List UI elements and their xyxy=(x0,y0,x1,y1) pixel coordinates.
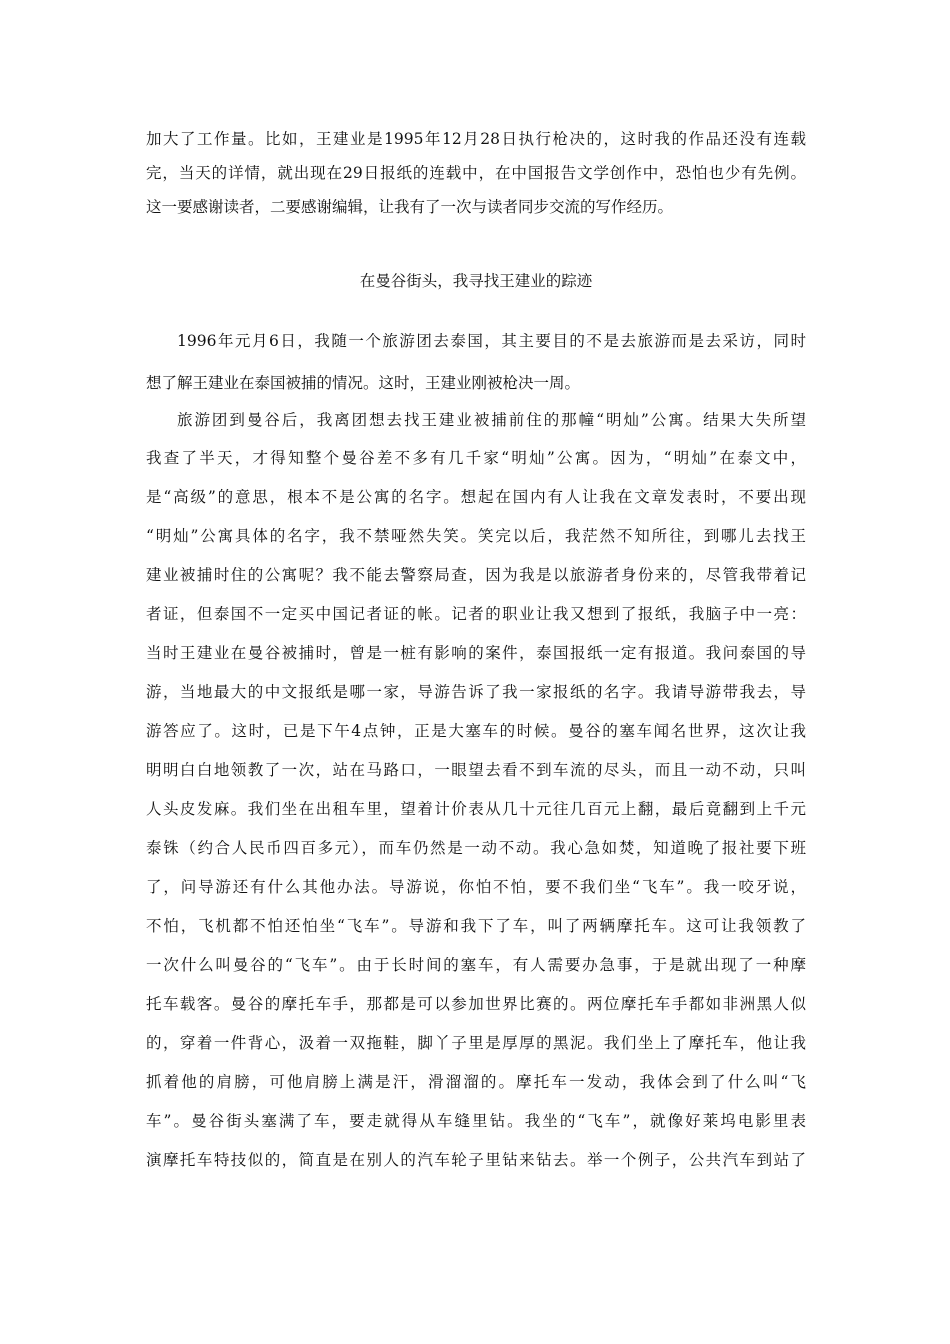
paragraph-2-line-17: 的，穿着一件背心，汲着一双拖鞋，脚丫子里是厚厚的黑泥。我们坐上了摩托车，他让我 xyxy=(146,1034,806,1052)
paragraph-1-line-2: 想了解王建业在泰国被捕的情况。这时，王建业刚被枪决一周。 xyxy=(146,374,581,392)
paragraph-2-line-14: 不怕，飞机都不怕还怕坐“飞车”。导游和我下了车，叫了两辆摩托车。这可让我领教了 xyxy=(146,917,806,935)
paragraph-2-line-4: “明灿”公寓具体的名字，我不禁哑然失笑。笑完以后，我茫然不知所往，到哪儿去找王 xyxy=(146,527,806,545)
paragraph-2-line-10: 明明白白地领教了一次，站在马路口，一眼望去看不到车流的尽头，而且一动不动，只叫 xyxy=(146,761,806,779)
paragraph-2-line-20: 演摩托车特技似的，简直是在别人的汽车轮子里钻来钻去。举一个例子，公共汽车到站了 xyxy=(146,1151,806,1169)
intro-line-2: 完，当天的详情，就出现在29日报纸的连载中，在中国报告文学创作中，恐怕也少有先例。 xyxy=(146,164,806,182)
paragraph-2-line-19: 车”。曼谷街头塞满了车，要走就得从车缝里钻。我坐的“飞车”，就像好莱坞电影里表 xyxy=(146,1112,806,1130)
paragraph-2-line-15: 一次什么叫曼谷的“飞车”。由于长时间的塞车，有人需要办急事，于是就出现了一种摩 xyxy=(146,956,806,974)
paragraph-2-line-18: 抓着他的肩膀，可他肩膀上满是汗，滑溜溜的。摩托车一发动，我体会到了什么叫“飞 xyxy=(146,1073,806,1091)
paragraph-2-line-1: 旅游团到曼谷后，我离团想去找王建业被捕前住的那幢“明灿”公寓。结果大失所望 xyxy=(177,411,806,429)
paragraph-2-line-16: 托车载客。曼谷的摩托车手，那都是可以参加世界比赛的。两位摩托车手都如非洲黑人似 xyxy=(146,995,806,1013)
paragraph-2-line-8: 游，当地最大的中文报纸是哪一家，导游告诉了我一家报纸的名字。我请导游带我去，导 xyxy=(146,683,806,701)
paragraph-2-line-6: 者证，但泰国不一定买中国记者证的帐。记者的职业让我又想到了报纸，我脑子中一亮： xyxy=(146,605,806,623)
paragraph-1-line-1: 1996年元月6日，我随一个旅游团去泰国，其主要目的不是去旅游而是去采访，同时 xyxy=(177,332,806,350)
paragraph-2-line-12: 泰铢（约合人民币四百多元），而车仍然是一动不动。我心急如焚，知道晚了报社要下班 xyxy=(146,839,806,857)
section-heading: 在曼谷街头，我寻找王建业的踪迹 xyxy=(359,272,593,290)
paragraph-2-line-7: 当时王建业在曼谷被捕时，曾是一桩有影响的案件，泰国报纸一定有报道。我问泰国的导 xyxy=(146,644,806,662)
paragraph-2-line-2: 我查了半天，才得知整个曼谷差不多有几千家“明灿”公寓。因为，“明灿”在泰文中， xyxy=(146,449,806,467)
paragraph-2-line-5: 建业被捕时住的公寓呢？我不能去警察局查，因为我是以旅游者身份来的，尽管我带着记 xyxy=(146,566,806,584)
paragraph-2-line-13: 了，问导游还有什么其他办法。导游说，你怕不怕，要不我们坐“飞车”。我一咬牙说， xyxy=(146,878,806,896)
intro-line-3: 这一要感谢读者，二要感谢编辑，让我有了一次与读者同步交流的写作经历。 xyxy=(146,198,674,216)
paragraph-2-line-3: 是“高级”的意思，根本不是公寓的名字。想起在国内有人让我在文章发表时，不要出现 xyxy=(146,488,806,506)
paragraph-2-line-9: 游答应了。这时，已是下午4点钟，正是大塞车的时候。曼谷的塞车闻名世界，这次让我 xyxy=(146,722,806,740)
intro-line-1: 加大了工作量。比如，王建业是1995年12月28日执行枪决的，这时我的作品还没有连载 xyxy=(146,130,806,148)
paragraph-2-line-11: 人头皮发麻。我们坐在出租车里，望着计价表从几十元往几百元上翻，最后竟翻到上千元 xyxy=(146,800,806,818)
